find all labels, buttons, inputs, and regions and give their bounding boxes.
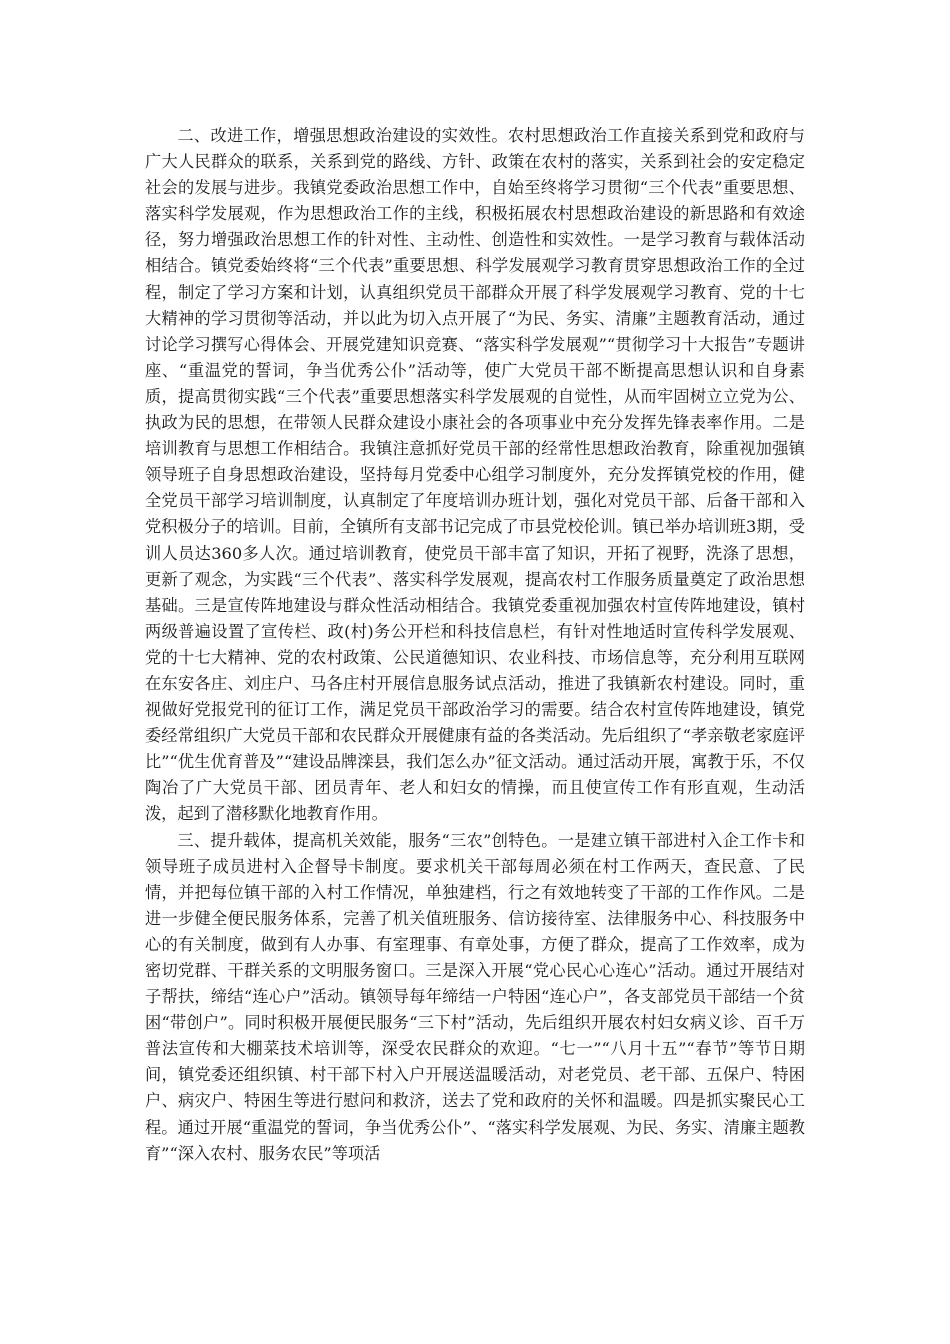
paragraph-improve-political-work: 二、改进工作，增强思想政治建设的实效性。农村思想政治工作直接关系到党和政府与广大人民群众的联系，关系到党的路线、方针、政策在农村的落实，关系到社会的安定稳定社会的发展与进步。我镇党委政治思想工作中，自始至终将学习贯彻“三个代表”重要思想、落实科学发展观，作为思想政治工作的主线，积极拓展农村思想政治建设的新思路和有效途径，努力增强政治思想工作的针对性、主动性、创造性和实效性。一是学习教育与载体活动相结合。镇党委始终将“三个代表”重要思想、科学发展观学习教育贯穿思想政治工作的全过程，制定了学习方案和计划，认真组织党员干部群众开展了科学发展观学习教育、党的十七大精神的学习贯彻等活动，并以此为切入点开展了“为民、务实、清廉”主题教育活动，通过讨论学习撰写心得体会、开展党建知识竞赛、“落实科学发展观”“贯彻学习十大报告”专题讲座、“重温党的誓词，争当优秀公仆”活动等，使广大党员干部不断提高思想认识和自身素质，提高贯彻实践“三个代表”重要思想落实科学发展观的自觉性，从而牢固树立立党为公、执政为民的思想，在带领人民群众建设小康社会的各项事业中充分发挥先锋表率作用。二是培训教育与思想工作相结合。我镇注意抓好党员干部的经常性思想政治教育，除重视加强镇领导班子自身思想政治建设，坚持每月党委中心组学习制度外，充分发挥镇党校的作用，健全党员干部学习培训制度，认真制定了年度培训办班计划，强化对党员干部、后备干部和入党积极分子的培训。目前，全镇所有支部书记完成了市县党校伦训。镇已举办培训班3期，受训人员达360多人次。通过培训教育，使党员干部丰富了知识，开拓了视野，洗涤了思想，更新了观念，为实践“三个代表”、落实科学发展观，提高农村工作服务质量奠定了政治思想基础。三是宣传阵地建设与群众性活动相结合。我镇党委重视加强农村宣传阵地建设，镇村两级普遍设置了宣传栏、政(村)务公开栏和科技信息栏，有针对性地适时宣传科学发展观、党的十七大精神、党的农村政策、公民道德知识、农业科技、市场信息等，充分利用互联网在东安各庄、刘庄户、马各庄村开展信息服务试点活动，推进了我镇新农村建设。同时，重视做好党报党刊的征订工作，满足党员干部政治学习的需要。结合农村宣传阵地建设，镇党委经常组织广大党员干部和农民群众开展健康有益的各类活动。先后组织了“孝亲敬老家庭评比”“优生优育普及”“建设品牌滦县，我们怎么办”征文活动。通过活动开展，寓教于乐，不仅陶冶了广大党员干部、团员青年、老人和妇女的情操，而且使宣传工作有形直观，生动活泼，起到了潜移默化地教育作用。 [145, 126, 805, 824]
document-body [145, 123, 805, 1167]
paragraph-upgrade-carrier: 三、提升载体，提高机关效能，服务“三农”创特色。一是建立镇干部进村入企工作卡和领导班子成员进村入企督导卡制度。要求机关干部每周必须在村工作两天，查民意、了民情，并把每位镇干部的入村工作情况，单独建档，行之有效地转变了干部的工作作风。二是进一步健全便民服务体系，完善了机关值班服务、信访接待室、法律服务中心、科技服务中心的有关制度，做到有人办事、有室理事、有章处事，方便了群众，提高了工作效率，成为密切党群、干群关系的文明服务窗口。三是深入开展“党心民心心连心”活动。通过开展结对子帮扶，缔结“连心户”活动。镇领导每年缔结一户特困“连心户”，各支部党员干部结一个贫困“带创户”。同时积极开展便民服务“三下村”活动，先后组织开展农村妇女病义诊、百千万普法宣传和大棚菜技术培训等，深受农民群众的欢迎。“七一”“八月十五”“春节”等节日期间，镇党委还组织镇、村干部下村入户开展送温暖活动，对老党员、老干部、五保户、特困户、病灾户、特困生等进行慰问和救济，送去了党和政府的关怀和温暖。四是抓实聚民心工程。通过开展“重温党的誓词，争当优秀公仆”、“落实科学发展观、为民、务实、清廉主题教育”“深入农村、服务农民”等项活 [145, 830, 805, 1163]
